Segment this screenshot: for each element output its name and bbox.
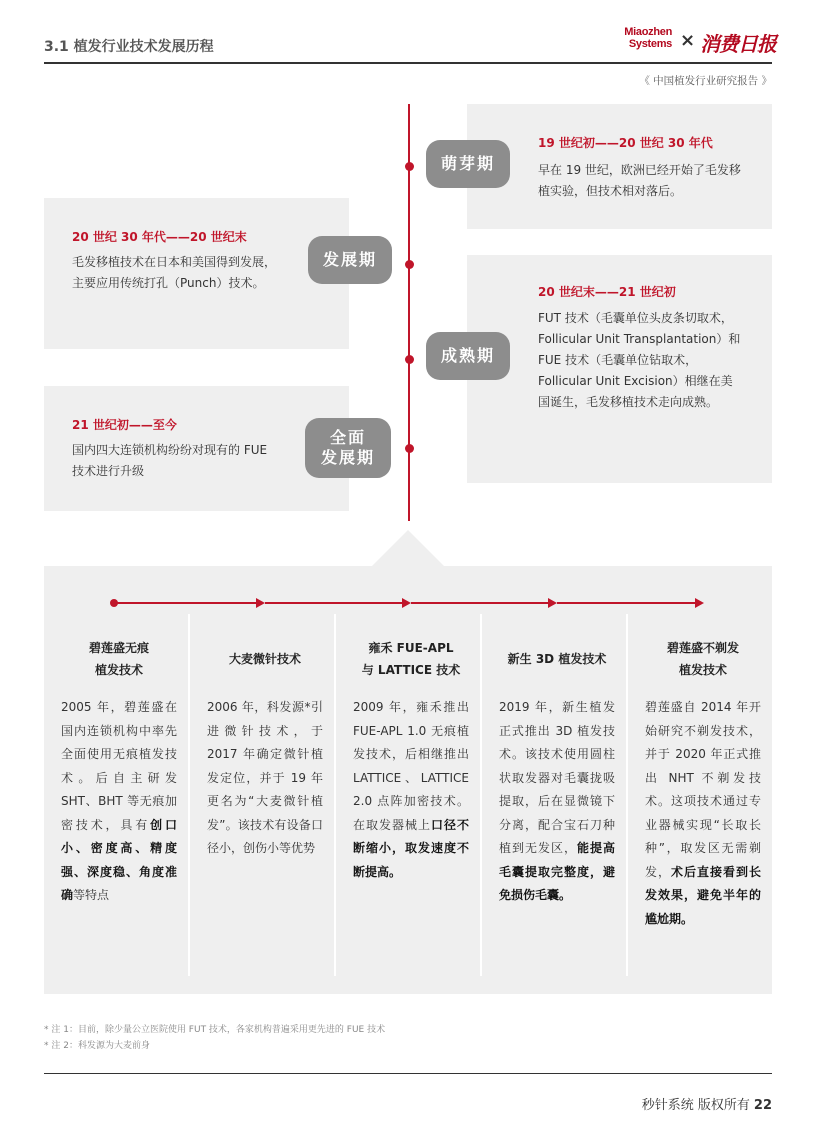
technique-text: 等特点 bbox=[73, 888, 110, 902]
footnote: * 注 2：科发源为大麦前身 bbox=[44, 1041, 150, 1051]
stage-panel-development bbox=[44, 198, 349, 349]
technique-title-line: 植发技术 bbox=[678, 663, 727, 677]
technique-text: 碧莲盛自 2014 年开始研究不剃发技术，并于 2020 年正式推出 NHT 不剃发技术。这项技术通过专业器械实现“长取长种”，取发区无需剃发， bbox=[645, 700, 761, 879]
technique-highlight: 能提高毛囊提取完整度，避免损伤毛囊。 bbox=[499, 841, 615, 902]
arrow-segment bbox=[557, 602, 695, 604]
stage-date: 19 世纪初——20 世纪 30 年代 bbox=[538, 136, 713, 150]
miaozhen-logo bbox=[622, 26, 672, 50]
technique-text: 2019 年，新生植发正式推出 3D 植发技术。该技术使用圆柱状取发器对毛囊拢吸提取，后在显微镜下分离，配合宝石刀种植到无发区， bbox=[499, 700, 615, 855]
timeline-dot bbox=[405, 162, 414, 171]
section-title: 3.1 植发行业技术发展历程 bbox=[44, 39, 214, 55]
stage-panel-maturity bbox=[467, 255, 772, 483]
technique-highlight: 口径不断缩小，取发速度不断提高。 bbox=[353, 817, 469, 879]
stage-panel-full-development bbox=[44, 386, 349, 511]
arrow-segment bbox=[114, 602, 256, 604]
arrow-head-icon bbox=[548, 598, 557, 608]
arrow-segment bbox=[411, 602, 548, 604]
stage-description: 早在 19 世纪，欧洲已经开始了毛发移植实验，但技术相对落后。 bbox=[538, 163, 741, 198]
technique-title bbox=[353, 630, 469, 688]
technique-text: 2005 年，碧莲盛在国内连锁机构中率先全面使用无痕植发技术。后自主研发 SHT、BHT 等无痕加密技术，具有 bbox=[61, 700, 177, 832]
stage-label-line: 全面 bbox=[329, 428, 366, 447]
technique-text: 2009 年，雍禾推出 FUE-APL 1.0 无痕植发技术，后相继推出 LATTICE、LATTICE 2.0 点阵加密技术。在取发器械上 bbox=[353, 700, 469, 832]
technique-title-line: 碧莲盛无痕 bbox=[88, 641, 149, 655]
technique-highlight: 创口小、密度高、精度强、深度稳、角度准确 bbox=[61, 817, 177, 902]
technique-column bbox=[61, 630, 177, 908]
stage-date: 20 世纪 30 年代——20 世纪末 bbox=[72, 230, 247, 244]
technique-column bbox=[353, 630, 469, 884]
technique-title bbox=[207, 630, 323, 688]
footnote: * 注 1：目前，除少量公立医院使用 FUT 技术，各家机构普遍采用更先进的 FUE 技术 bbox=[44, 1025, 386, 1035]
technique-title bbox=[499, 630, 615, 688]
technique-title-line: 碧莲盛不剃发 bbox=[666, 641, 739, 655]
page-number: 22 bbox=[753, 1098, 772, 1113]
technique-text: 2006 年，科发源*引进微针技术，于 2017 年确定微针植发定位，并于 19 年更名为“大麦微针植发”。该技术有设备口径小，创伤小等优势 bbox=[207, 700, 323, 855]
footnotes bbox=[44, 1022, 385, 1054]
technique-description bbox=[353, 696, 469, 884]
stage-description: FUT 技术（毛囊单位头皮条切取术，Follicular Unit Transplantation）和 FUE 技术（毛囊单位钻取术，Follicular Unit Excision）相继在美国诞生，毛发移植技术走向成熟。 bbox=[538, 311, 741, 409]
miaozhen-logo-line1: Miaozhen bbox=[624, 26, 672, 38]
miaozhen-logo-line2: Systems bbox=[628, 38, 672, 50]
stage-label-full-development bbox=[305, 418, 391, 478]
technique-title-line: 新生 3D 植发技术 bbox=[507, 652, 607, 666]
pointer-triangle bbox=[372, 530, 444, 566]
column-divider bbox=[480, 614, 482, 976]
technique-title bbox=[645, 630, 761, 688]
brand-separator: × bbox=[680, 30, 696, 51]
arrow-head-icon bbox=[402, 598, 411, 608]
technique-title-line: 大麦微针技术 bbox=[228, 652, 301, 666]
technique-highlight: 术后直接看到长发效果，避免半年的尴尬期。 bbox=[645, 864, 761, 926]
stage-description: 毛发移植技术在日本和美国得到发展，主要应用传统打孔（Punch）技术。 bbox=[72, 255, 277, 290]
technique-description bbox=[645, 696, 761, 931]
technique-description bbox=[207, 696, 323, 861]
stage-label-line: 发展期 bbox=[320, 448, 375, 467]
technique-column bbox=[499, 630, 615, 908]
copyright-text: 秒针系统 版权所有 bbox=[641, 1098, 750, 1113]
technique-description bbox=[61, 696, 177, 908]
arrow-head-icon bbox=[695, 598, 704, 608]
stage-description: 国内四大连锁机构纷纷对现有的 FUE 技术进行升级 bbox=[72, 443, 268, 478]
arrow-segment bbox=[265, 602, 402, 604]
partner-logo: 消费日报 bbox=[700, 32, 776, 56]
stage-date: 21 世纪初——至今 bbox=[72, 418, 177, 432]
header-divider bbox=[44, 62, 772, 64]
technique-title bbox=[61, 630, 177, 688]
stage-date: 20 世纪末——21 世纪初 bbox=[538, 285, 676, 299]
technique-title-line: 雍禾 FUE-APL bbox=[368, 641, 454, 655]
technique-description bbox=[499, 696, 615, 908]
timeline-dot bbox=[405, 355, 414, 364]
column-divider bbox=[334, 614, 336, 976]
stage-label-development: 发展期 bbox=[308, 236, 392, 284]
timeline-dot bbox=[405, 260, 414, 269]
stage-label-germination: 萌芽期 bbox=[426, 140, 510, 188]
column-divider bbox=[188, 614, 190, 976]
report-name: 《 中国植发行业研究报告 》 bbox=[639, 75, 772, 87]
technique-title-line: 植发技术 bbox=[94, 663, 143, 677]
arrow-head-icon bbox=[256, 598, 265, 608]
stage-panel-germination bbox=[467, 104, 772, 229]
footer-divider bbox=[44, 1073, 772, 1074]
stage-label-maturity: 成熟期 bbox=[426, 332, 510, 380]
timeline-dot bbox=[405, 444, 414, 453]
technique-column bbox=[645, 630, 761, 931]
technique-column bbox=[207, 630, 323, 861]
technique-title-line: 与 LATTICE 技术 bbox=[361, 663, 461, 677]
footer bbox=[642, 1094, 772, 1113]
column-divider bbox=[626, 614, 628, 976]
